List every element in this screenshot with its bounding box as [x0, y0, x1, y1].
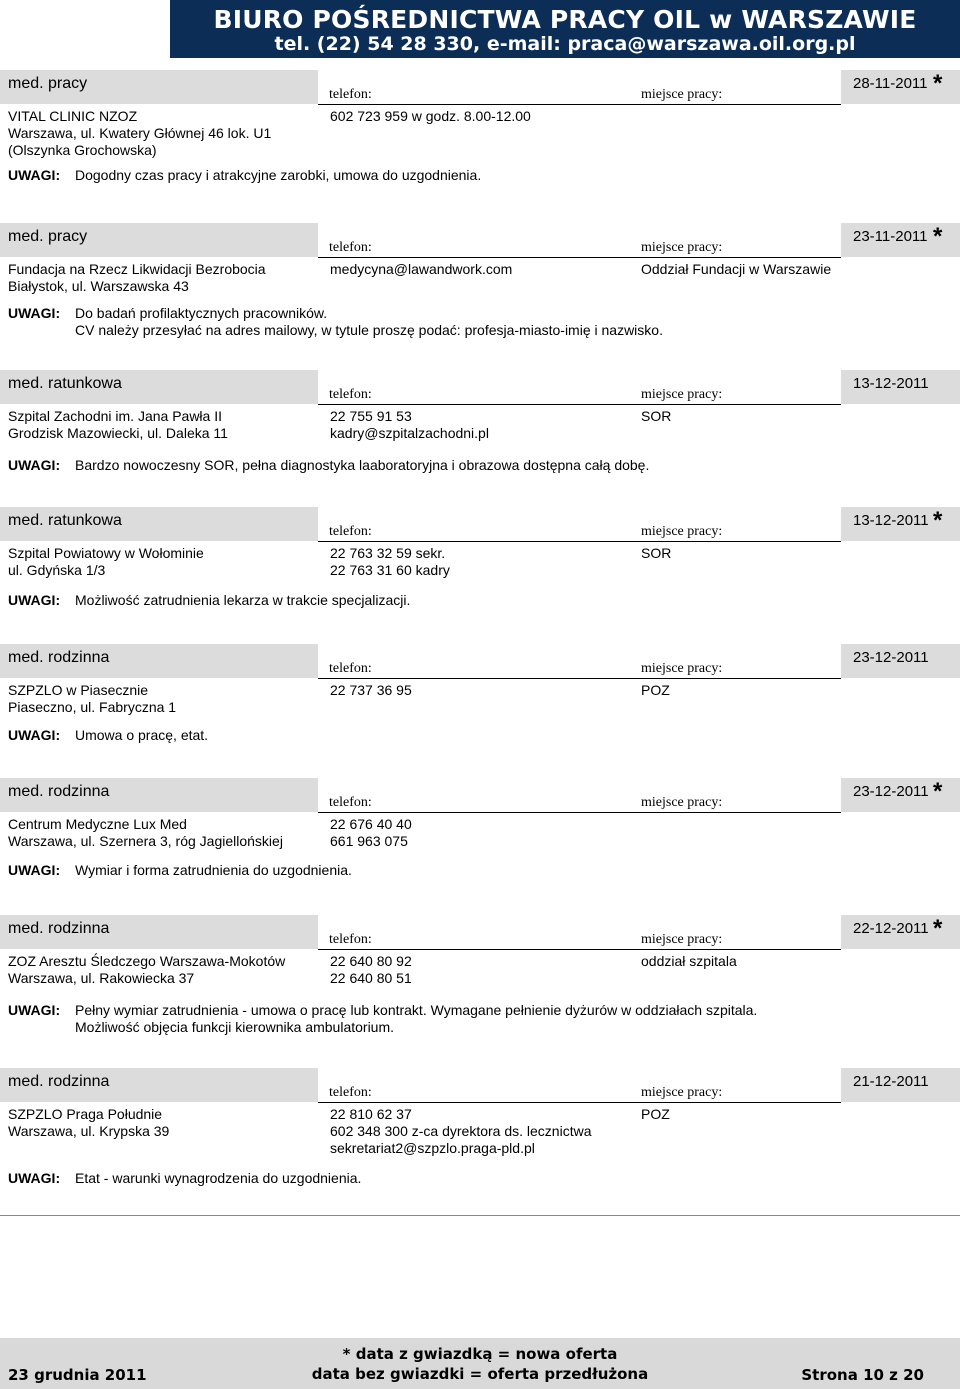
remarks-label: UWAGI:: [8, 862, 61, 878]
workplace-label: miejsce pracy:: [641, 524, 723, 539]
offer-category: med. rodzinna: [8, 783, 110, 800]
contact-line: 661 963 075: [330, 833, 408, 849]
contact-block: [330, 261, 512, 278]
employer-line: Białystok, ul. Warszawska 43: [8, 278, 189, 294]
job-offer: [0, 778, 960, 898]
remarks-label: UWAGI:: [8, 167, 61, 183]
remarks-line: CV należy przesyłać na adres mailowy, w tytule proszę podać: profesja-miasto-imię i nazwisko.: [75, 322, 663, 338]
footer-page-number: Strona 10 z 20: [801, 1366, 924, 1384]
contact-line: 22 763 31 60 kadry: [330, 562, 450, 578]
new-offer-star: *: [933, 223, 943, 250]
employer-line: Piaseczno, ul. Fabryczna 1: [8, 699, 177, 715]
offer-date: 23-11-2011: [853, 228, 928, 245]
telefon-label: telefon:: [329, 661, 372, 676]
contact-line: sekretariat2@szpzlo.praga-pld.pl: [330, 1140, 535, 1156]
remarks-line: Bardzo nowoczesny SOR, pełna diagnostyka laaboratoryjna i obrazowa dostępna całą dobę.: [75, 457, 650, 473]
remarks-line: Do badań profilaktycznych pracowników.: [75, 305, 328, 321]
job-offer: [0, 223, 960, 343]
employer-block: [8, 1106, 169, 1140]
offer-category: med. rodzinna: [8, 1073, 110, 1090]
job-offer: [0, 70, 960, 190]
new-offer-star: *: [933, 70, 943, 97]
footer-date: 23 grudnia 2011: [8, 1366, 147, 1384]
employer-line: ul. Gdyńska 1/3: [8, 562, 106, 578]
contact-block: [330, 1106, 591, 1157]
workplace-block: [641, 1106, 670, 1123]
telefon-label: telefon:: [329, 240, 372, 255]
telefon-label: telefon:: [329, 87, 372, 102]
remarks-label: UWAGI:: [8, 457, 61, 473]
job-offer: [0, 370, 960, 490]
workplace-label: miejsce pracy:: [641, 795, 723, 810]
contact-line: 602 723 959 w godz. 8.00-12.00: [330, 108, 531, 124]
employer-line: Szpital Powiatowy w Wołominie: [8, 545, 204, 561]
employer-line: Warszawa, ul. Rakowiecka 37: [8, 970, 195, 986]
job-offer: [0, 507, 960, 627]
job-offer: [0, 1068, 960, 1188]
remarks-label: UWAGI:: [8, 305, 61, 321]
workplace-value: SOR: [641, 408, 672, 424]
employer-line: Grodzisk Mazowiecki, ul. Daleka 11: [8, 425, 228, 441]
content-divider: [0, 1215, 960, 1216]
workplace-label: miejsce pracy:: [641, 932, 723, 947]
employer-line: Szpital Zachodni im. Jana Pawła II: [8, 408, 222, 424]
contact-line: 22 763 32 59 sekr.: [330, 545, 446, 561]
employer-line: SZPZLO w Piasecznie: [8, 682, 149, 698]
employer-line: Warszawa, ul. Krypska 39: [8, 1123, 170, 1139]
legend-extended: data bez gwiazdki = oferta przedłużona: [311, 1365, 649, 1383]
new-offer-star: *: [933, 778, 943, 805]
employer-block: [8, 261, 266, 295]
offer-date: 28-11-2011: [853, 75, 928, 92]
workplace-block: [641, 261, 831, 278]
employer-line: VITAL CLINIC NZOZ: [8, 108, 138, 124]
label-rule: [318, 949, 638, 950]
contact-line: 602 348 300 z-ca dyrektora ds. lecznictwa: [330, 1123, 592, 1139]
contact-line: 22 640 80 92: [330, 953, 412, 969]
employer-line: Warszawa, ul. Kwatery Głównej 46 lok. U1: [8, 125, 272, 141]
label-rule: [318, 404, 638, 405]
contact-block: [330, 953, 412, 987]
employer-block: [8, 953, 285, 987]
remarks-text: [75, 727, 208, 744]
contact-block: [330, 682, 412, 699]
remarks-label: UWAGI:: [8, 727, 61, 743]
label-rule: [318, 678, 638, 679]
offer-category: med. ratunkowa: [8, 512, 122, 529]
remarks-line: Możliwość zatrudnienia lekarza w trakcie specjalizacji.: [75, 592, 411, 608]
label-rule: [638, 812, 841, 813]
telefon-label: telefon:: [329, 524, 372, 539]
offer-date: 13-12-2011: [853, 375, 929, 392]
workplace-value: POZ: [641, 1106, 670, 1122]
label-rule: [318, 257, 638, 258]
workplace-block: [641, 408, 671, 425]
label-rule: [318, 1102, 638, 1103]
offer-category: med. pracy: [8, 228, 88, 245]
remarks-label: UWAGI:: [8, 1170, 61, 1186]
contact-line: 22 810 62 37: [330, 1106, 412, 1122]
employer-line: SZPZLO Praga Południe: [8, 1106, 163, 1122]
job-offer: [0, 915, 960, 1035]
job-offer: [0, 644, 960, 764]
employer-block: [8, 682, 176, 716]
contact-line: 22 755 91 53: [330, 408, 412, 424]
header-title: BIURO POŚREDNICTWA PRACY OIL w WARSZAWIE: [213, 5, 917, 34]
remarks-line: Dogodny czas pracy i atrakcyjne zarobki, umowa do uzgodnienia.: [75, 167, 482, 183]
label-rule: [638, 949, 841, 950]
offer-date: 23-12-2011: [853, 783, 929, 800]
remarks-label: UWAGI:: [8, 1002, 61, 1018]
workplace-label: miejsce pracy:: [641, 87, 723, 102]
employer-line: ZOZ Aresztu Śledczego Warszawa-Mokotów: [8, 953, 286, 969]
contact-line: kadry@szpitalzachodni.pl: [330, 425, 489, 441]
telefon-label: telefon:: [329, 932, 372, 947]
label-rule: [318, 812, 638, 813]
remarks-line: Umowa o pracę, etat.: [75, 727, 209, 743]
offer-category: med. rodzinna: [8, 920, 110, 937]
page-footer: [0, 1338, 960, 1389]
offer-date: 21-12-2011: [853, 1073, 929, 1090]
label-rule: [638, 1102, 841, 1103]
contact-block: [330, 408, 489, 442]
workplace-block: [641, 545, 671, 562]
label-rule: [638, 257, 841, 258]
contact-line: 22 737 36 95: [330, 682, 412, 698]
workplace-block: [641, 682, 670, 699]
label-rule: [638, 104, 841, 105]
legend-new: * data z gwiazdką = nowa oferta: [342, 1345, 618, 1363]
workplace-label: miejsce pracy:: [641, 1085, 723, 1100]
remarks-text: [75, 457, 649, 474]
remarks-line: Wymiar i forma zatrudnienia do uzgodnienia.: [75, 862, 352, 878]
contact-line: 22 640 80 51: [330, 970, 412, 986]
remarks-line: Pełny wymiar zatrudnienia - umowa o pracę lub kontrakt. Wymagane pełnienie dyżurów w oddziałach szpitala.: [75, 1002, 758, 1018]
employer-line: Fundacja na Rzecz Likwidacji Bezrobocia: [8, 261, 266, 277]
workplace-value: Oddział Fundacji w Warszawie: [641, 261, 832, 277]
workplace-label: miejsce pracy:: [641, 387, 723, 402]
remarks-text: [75, 1002, 757, 1036]
new-offer-star: *: [933, 507, 943, 534]
header-contact: tel. (22) 54 28 330, e-mail: praca@warszawa.oil.org.pl: [274, 33, 856, 55]
workplace-value: oddział szpitala: [641, 953, 737, 969]
contact-block: [330, 108, 531, 125]
new-offer-star: *: [933, 915, 943, 942]
contact-block: [330, 545, 450, 579]
workplace-label: miejsce pracy:: [641, 240, 723, 255]
remarks-text: [75, 862, 352, 879]
remarks-text: [75, 305, 663, 339]
employer-block: [8, 816, 283, 850]
workplace-value: POZ: [641, 682, 670, 698]
label-rule: [318, 104, 638, 105]
employer-line: (Olszynka Grochowska): [8, 142, 157, 158]
contact-line: 22 676 40 40: [330, 816, 412, 832]
workplace-value: SOR: [641, 545, 672, 561]
employer-block: [8, 408, 228, 442]
label-rule: [638, 541, 841, 542]
employer-line: Centrum Medyczne Lux Med: [8, 816, 187, 832]
remarks-text: [75, 1170, 361, 1187]
offer-category: med. rodzinna: [8, 649, 110, 666]
employer-block: [8, 108, 271, 159]
telefon-label: telefon:: [329, 387, 372, 402]
offer-date: 13-12-2011: [853, 512, 929, 529]
remarks-text: [75, 592, 410, 609]
remarks-text: [75, 167, 481, 184]
contact-block: [330, 816, 412, 850]
telefon-label: telefon:: [329, 795, 372, 810]
remarks-line: Możliwość objęcia funkcji kierownika ambulatorium.: [75, 1019, 395, 1035]
offer-category: med. ratunkowa: [8, 375, 122, 392]
offer-date: 23-12-2011: [853, 649, 929, 666]
remarks-label: UWAGI:: [8, 592, 61, 608]
offer-date: 22-12-2011: [853, 920, 929, 937]
remarks-line: Etat - warunki wynagrodzenia do uzgodnienia.: [75, 1170, 362, 1186]
label-rule: [638, 678, 841, 679]
workplace-label: miejsce pracy:: [641, 661, 723, 676]
label-rule: [638, 404, 841, 405]
offer-category: med. pracy: [8, 75, 88, 92]
workplace-block: [641, 953, 737, 970]
employer-block: [8, 545, 204, 579]
page-header: [170, 0, 960, 58]
label-rule: [318, 541, 638, 542]
contact-line: medycyna@lawandwork.com: [330, 261, 513, 277]
employer-line: Warszawa, ul. Szernera 3, róg Jagiellońskiej: [8, 833, 283, 849]
telefon-label: telefon:: [329, 1085, 372, 1100]
